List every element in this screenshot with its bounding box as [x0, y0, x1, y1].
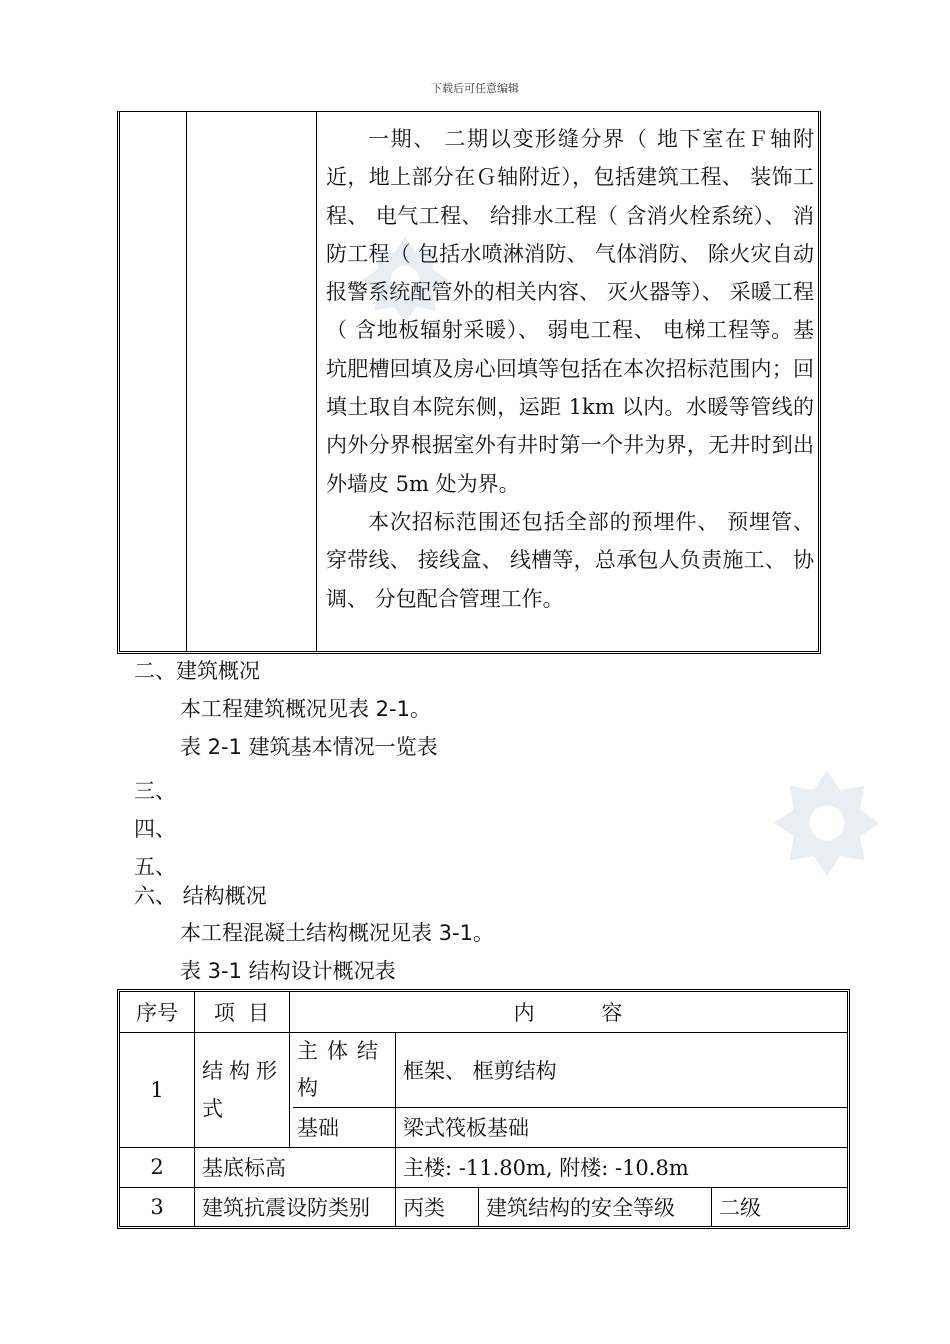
section-2-heading: 二、建筑概况	[134, 659, 260, 683]
section-2-text: 本工程建筑概况见表 2-1。	[180, 697, 431, 721]
scope-paragraph-1: 一期、 二期以变形缝分界（ 地下室在Ｆ轴附近，地上部分在Ｇ轴附近），包括建筑工程、 装饰工程、 电气工程、 给排水工程（ 含消火栓系统）、 消防工程（ 包括水喷淋消防、 气体消防、 除火灾自动报警系统配管外的相关内容、 灭火器等）、 采暖工程（ 含地板辐射采暖）、 弱电工程、 电梯工程等。基坑肥槽回填及房心回填等包括在本次招标范围内；回填土取自本院东侧，运距 1km 以内。水暖等管线的内外分界根据室外有井时第一个井为界，无井时到出外墙皮 5m 处为界。	[326, 127, 814, 496]
table-3-1-caption: 表 3-1 结构设计概况表	[180, 959, 396, 983]
header-note: 下载后可任意编辑	[431, 82, 519, 95]
row-1-sub2-value: 梁式筏板基础	[403, 1116, 529, 1140]
column-divider	[186, 112, 187, 651]
row-3-value: 丙类	[403, 1195, 445, 1220]
section-6-text: 本工程混凝土结构概况见表 3-1。	[180, 921, 494, 945]
section-3-heading: 三、	[134, 779, 176, 803]
scope-paragraph-2: 本次招标范围还包括全部的预埋件、 预埋管、 穿带线、 接线盒、 线槽等，总承包人负责施工、 协调、 分包配合管理工作。	[326, 509, 814, 611]
header-item: 项 目	[213, 1001, 270, 1025]
row-3-label2: 建筑结构的安全等级	[486, 1195, 675, 1220]
row-2-item: 基底标高	[202, 1156, 286, 1180]
row-2-no: 2	[150, 1155, 164, 1179]
column-divider	[316, 112, 317, 651]
scope-text	[326, 120, 814, 618]
table-2-1-caption: 表 2-1 建筑基本情况一览表	[180, 735, 438, 759]
row-3-no: 3	[150, 1194, 164, 1219]
section-5-heading: 五、	[134, 855, 176, 879]
header-no: 序号	[136, 1001, 178, 1025]
row-1-sub1-label: 主体结构	[297, 1038, 387, 1100]
structure-table	[117, 989, 850, 1229]
section-4-heading: 四、	[134, 817, 176, 841]
row-1-sub2-label: 基础	[297, 1116, 339, 1140]
header-content: 内 容	[513, 1001, 623, 1025]
row-1-sub1-value: 框架、 框剪结构	[403, 1058, 557, 1083]
row-3-value2: 二级	[719, 1195, 761, 1220]
row-2-value: 主楼: -11.80m, 附楼: -10.8m	[403, 1156, 689, 1180]
row-1-no: 1	[150, 1077, 164, 1102]
row-1-item: 结构形式	[202, 1058, 283, 1121]
row-3-item: 建筑抗震设防类别	[202, 1195, 370, 1220]
scope-table	[117, 111, 821, 654]
watermark-logo-icon	[772, 768, 882, 878]
section-6-heading: 六、 结构概况	[134, 884, 267, 908]
